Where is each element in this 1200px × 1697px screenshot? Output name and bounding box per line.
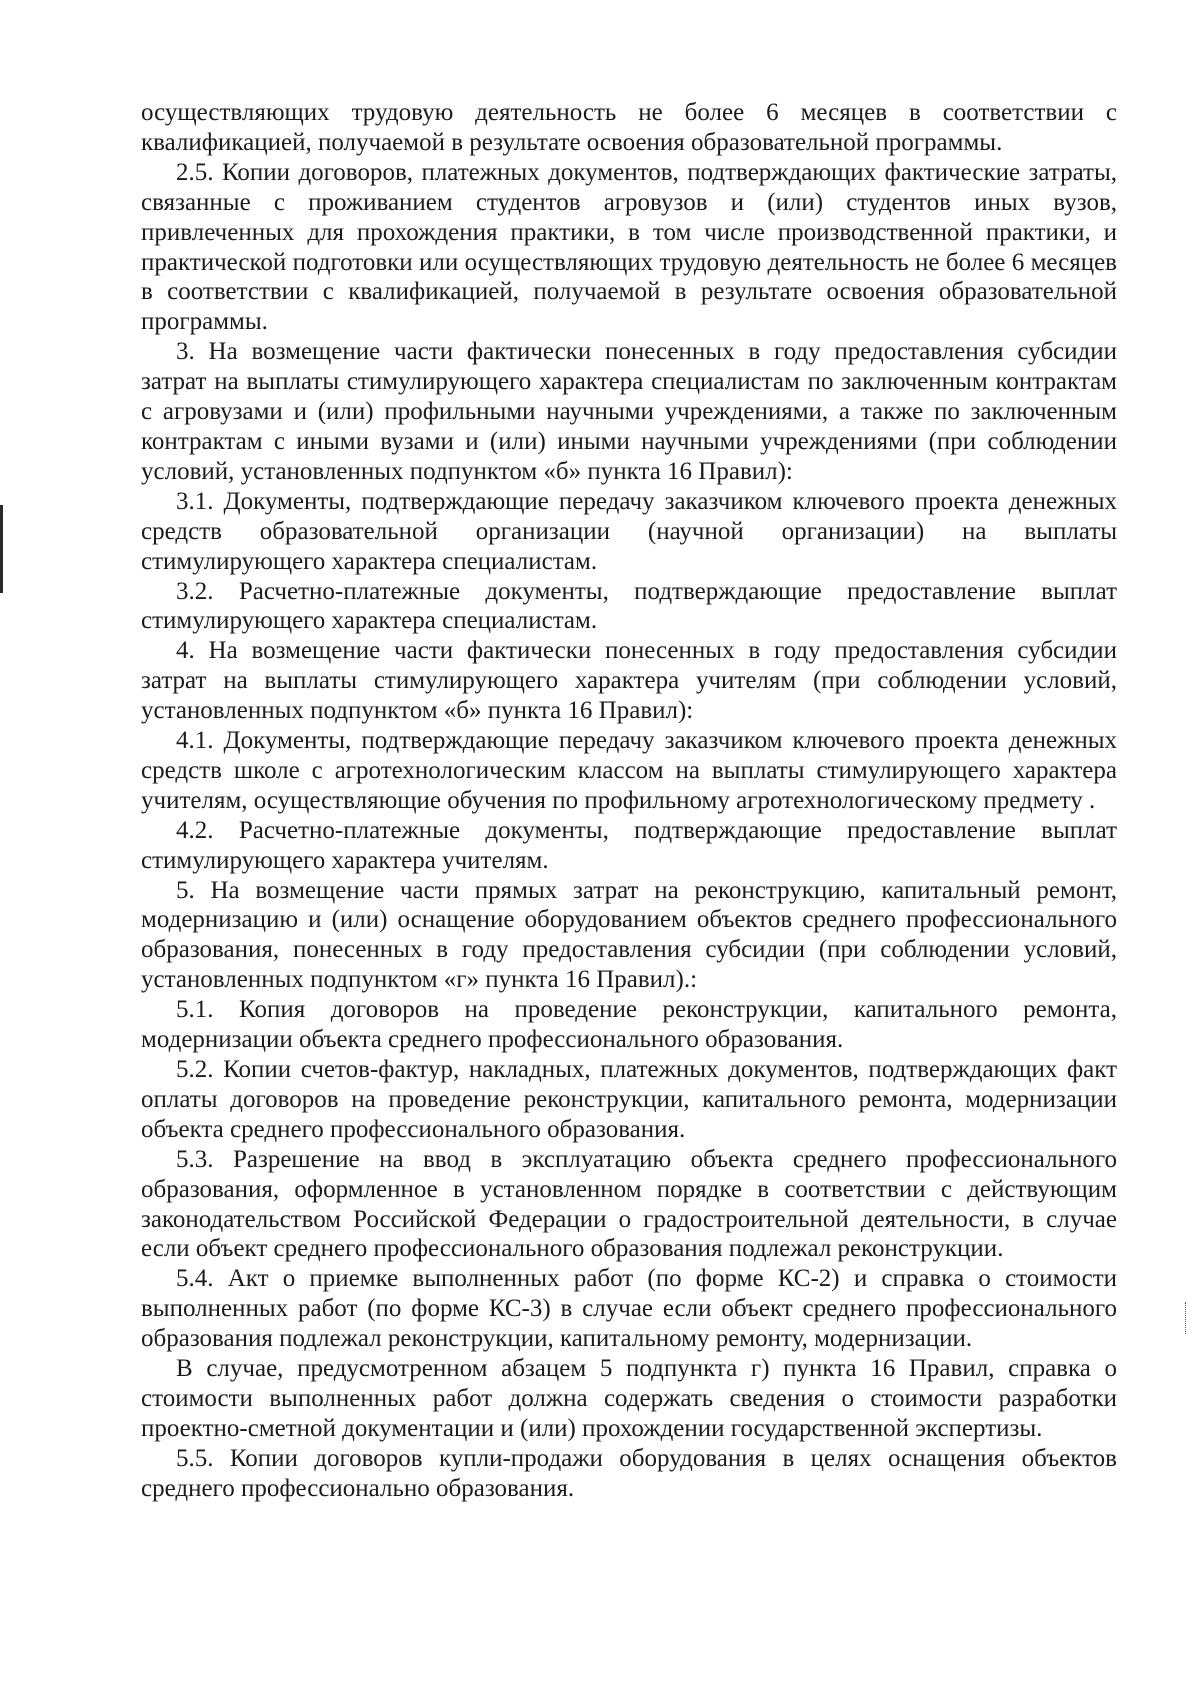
paragraph-5-4-note: В случае, предусмотренном абзацем 5 подпункта г) пункта 16 Правил, справка о стоимости выполненных работ должна содержать сведения о стоимости разработки проектно-сметной документации и (или) прохождении государственной экспертизы. <box>141 1355 1117 1442</box>
paragraph-5-2: 5.2. Копии счетов-фактур, накладных, платежных документов, подтверждающих факт оплаты договоров на проведение реконструкции, капитального ремонта, модернизации объекта среднего профессионального образования. <box>141 1056 1117 1143</box>
paragraph-5-1: 5.1. Копия договоров на проведение реконструкции, капитального ремонта, модернизации объекта среднего профессионального образования. <box>141 996 1117 1054</box>
paragraph-5-4: 5.4. Акт о приемке выполненных работ (по форме КС-2) и справка о стоимости выполненных работ (по форме КС-3) в случае если объект среднего профессионального образования подлежал реконструкции, капитальному ремонту, модернизации. <box>141 1265 1117 1353</box>
paragraph-4-2: 4.2. Расчетно-платежные документы, подтверждающие предоставление выплат стимулирующего характера учителям. <box>141 816 1117 874</box>
paragraph-5-5: 5.5. Копии договоров купли-продажи оборудования в целях оснащения объектов среднего профессионально образования. <box>141 1444 1117 1502</box>
paragraph-5-3: 5.3. Разрешение на ввод в эксплуатацию объекта среднего профессионального образования, оформленное в установленном порядке в соответствии с действующим законодательством Российской Федерации о градостроительной деятельности, в случае если объект среднего профессионального образования подлежал реконструкции. <box>141 1145 1117 1263</box>
paragraph-3-1: 3.1. Документы, подтверждающие передачу заказчиком ключевого проекта денежных средств образовательной организации (научной организации) на выплаты стимулирующего характера специалистам. <box>141 487 1117 575</box>
document-body <box>141 98 1117 1504</box>
scan-dust-mark <box>1185 1302 1187 1334</box>
paragraph-5: 5. На возмещение части прямых затрат на реконструкцию, капитальный ремонт, модернизацию и (или) оснащение оборудованием объектов среднего профессионального образования, понесенных в году предоставления субсидии (при соблюдении условий, установленных подпунктом «г» пункта 16 Правил).: <box>141 876 1117 994</box>
paragraph-4: 4. На возмещение части фактически понесенных в году предоставления субсидии затрат на выплаты стимулирующего характера учителям (при соблюдении условий, установленных подпунктом «б» пункта 16 Правил): <box>141 637 1117 725</box>
paragraph-continuation: осуществляющих трудовую деятельность не более 6 месяцев в соответствии с квалификацией, получаемой в результате освоения образовательной программы. <box>141 99 1117 156</box>
paragraph-2-5: 2.5. Копии договоров, платежных документов, подтверждающих фактические затраты, связанные с проживанием студентов агровузов и (или) студентов иных вузов, привлеченных для прохождения практики, в том числе производственной практики, и практической подготовки или осуществляющих трудовую деятельность не более 6 месяцев в соответствии с квалификацией, получаемой в результате освоения образовательной программы. <box>141 158 1117 336</box>
scan-edge-mark <box>0 505 3 593</box>
paragraph-3: 3. На возмещение части фактически понесенных в году предоставления субсидии затрат на выплаты стимулирующего характера специалистам по заключенным контрактам с агровузами и (или) профильными научными учреждениями, а также по заключенным контрактам с иными вузами и (или) иными научными учреждениями (при соблюдении условий, установленных подпунктом «б» пункта 16 Правил): <box>141 338 1117 485</box>
paragraph-3-2: 3.2. Расчетно-платежные документы, подтверждающие предоставление выплат стимулирующего характера специалистам. <box>141 577 1117 635</box>
paragraph-4-1: 4.1. Документы, подтверждающие передачу заказчиком ключевого проекта денежных средств школе с агротехнологическим классом на выплаты стимулирующего характера учителям, осуществляющие обучения по профильному агротехнологическому предмету . <box>141 727 1117 814</box>
